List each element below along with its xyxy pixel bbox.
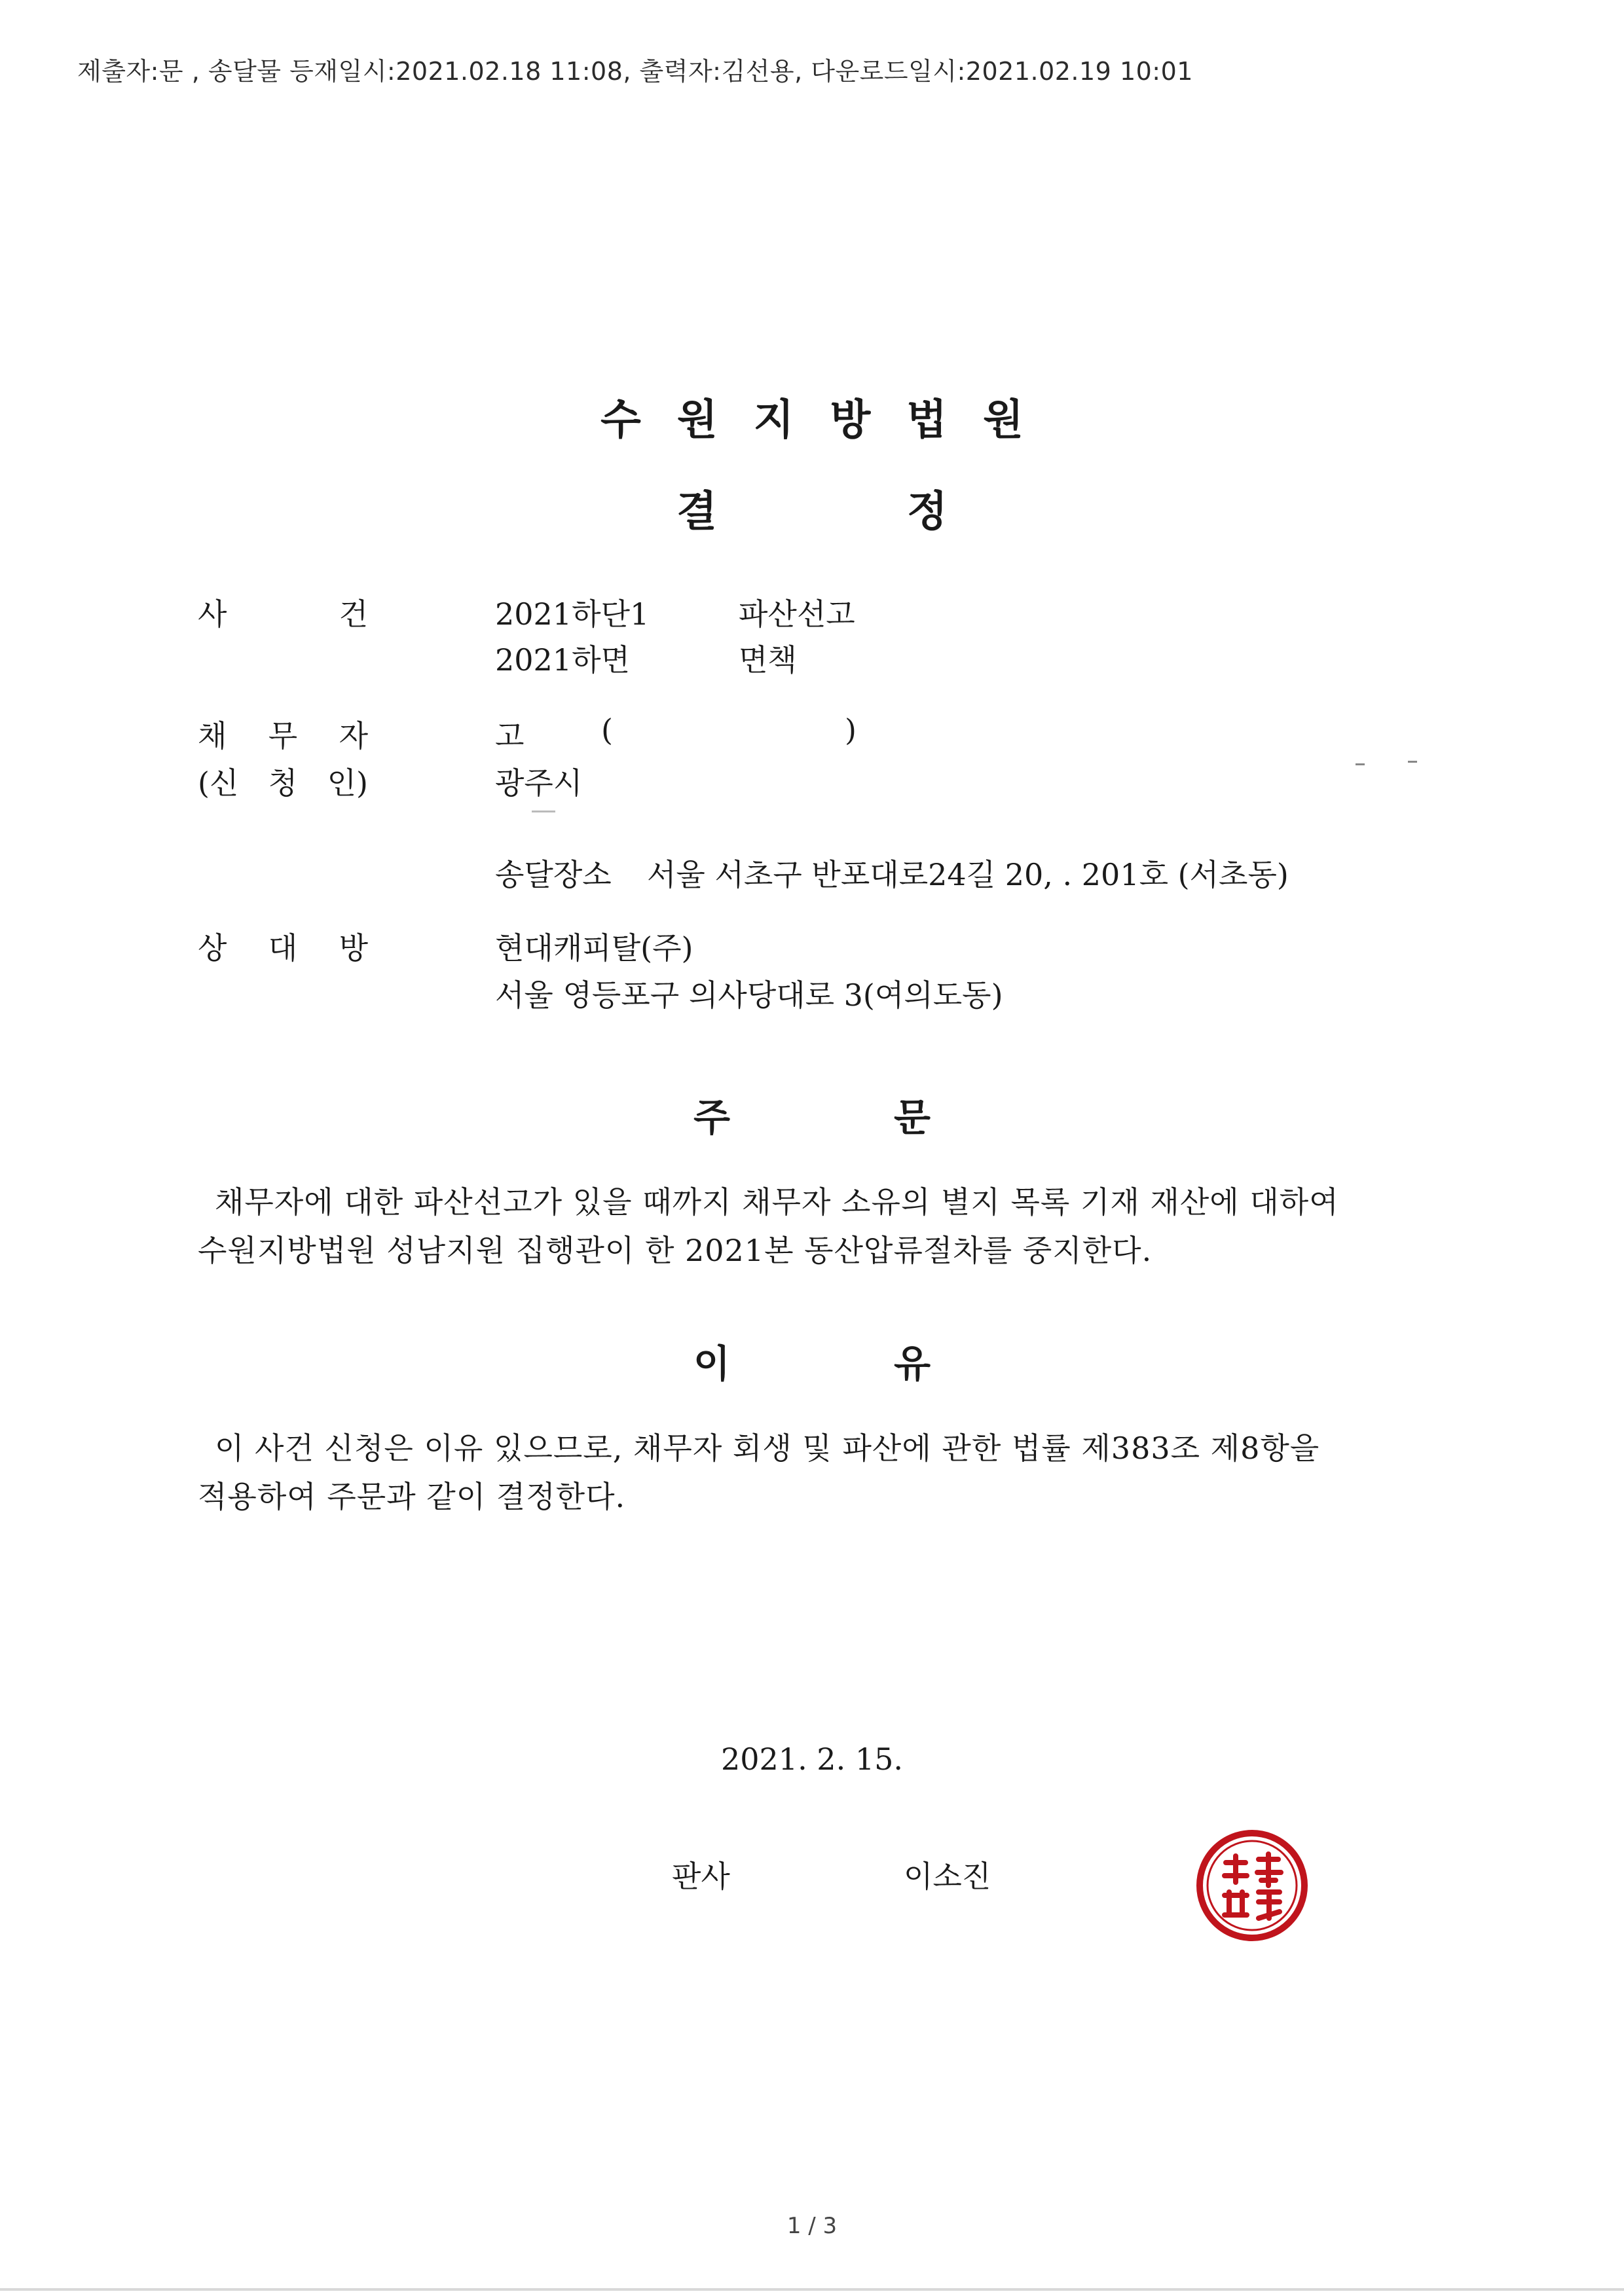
case-type-1: 파산선고 xyxy=(739,596,855,632)
debtor-name: 고 xyxy=(495,718,525,754)
reason-text-line-2: 적용하여 주문과 같이 결정한다. xyxy=(198,1479,626,1514)
order-text-line-1: 채무자에 대한 파산선고가 있을 때까지 채무자 소유의 별지 목록 기재 재산에 대하여 xyxy=(215,1184,1339,1220)
redaction-mark xyxy=(1408,761,1417,763)
opponent-label-char: 방 xyxy=(339,930,368,966)
opponent-label-char: 상 xyxy=(198,930,227,966)
reason-text-line-1: 이 사건 신청은 이유 있으므로, 채무자 회생 및 파산에 관한 법률 제383조 제8항을 xyxy=(215,1430,1320,1466)
judge-name: 이소진 xyxy=(904,1859,991,1894)
judge-seal-stamp xyxy=(1193,1827,1311,1944)
opponent-address: 서울 영등포구 의사당대로 3(여의도동) xyxy=(495,977,1003,1013)
decision-date: 2021. 2. 15. xyxy=(721,1741,903,1777)
reason-heading: 이유 xyxy=(693,1341,1095,1386)
case-label-char: 건 xyxy=(339,596,368,632)
order-text-line-2: 수원지방법원 성남지원 집행관이 한 2021본 동산압류절차를 중지한다. xyxy=(198,1233,1153,1268)
document-title: 결정 xyxy=(676,488,1137,536)
bottom-divider xyxy=(0,2288,1624,2291)
opponent-label xyxy=(198,924,368,968)
case-label-char: 사 xyxy=(198,596,227,632)
debtor-label-char: 자 xyxy=(339,718,368,754)
applicant-label-char: 인) xyxy=(327,765,368,801)
download-info-header: 제출자:문 , 송달물 등재일시:2021.02.18 11:08, 출력자:김선용, 다운로드일시:2021.02.19 10:01 xyxy=(77,57,1193,86)
delivery-place-label: 송달장소 xyxy=(495,857,612,892)
opponent-label-char: 대 xyxy=(268,930,298,966)
debtor-label-char: 무 xyxy=(268,718,298,754)
page-number: 1 / 3 xyxy=(786,2213,838,2239)
seal-icon xyxy=(1193,1827,1311,1944)
applicant-label xyxy=(198,759,368,803)
court-name: 수원지방법원 xyxy=(600,396,1060,445)
applicant-label-char: 청 xyxy=(268,765,298,801)
redaction-mark xyxy=(1356,763,1365,765)
case-number-2: 2021하면 xyxy=(495,642,630,678)
debtor-label xyxy=(198,712,368,756)
redaction-mark xyxy=(532,811,555,812)
debtor-id-paren-close: ) xyxy=(845,712,857,748)
debtor-id-paren-open: ( xyxy=(601,712,613,748)
applicant-label-char: (신 xyxy=(198,765,239,801)
case-label xyxy=(198,591,368,634)
opponent-name: 현대캐피탈(주) xyxy=(495,930,693,966)
order-heading: 주문 xyxy=(693,1095,1095,1140)
debtor-address: 광주시 xyxy=(495,765,583,801)
case-type-2: 면책 xyxy=(739,642,797,678)
case-number-1: 2021하단1 xyxy=(495,596,650,632)
debtor-label-char: 채 xyxy=(198,718,227,754)
delivery-place-address: 서울 서초구 반포대로24길 20, . 201호 (서초동) xyxy=(647,857,1289,892)
judge-title: 판사 xyxy=(672,1859,730,1894)
